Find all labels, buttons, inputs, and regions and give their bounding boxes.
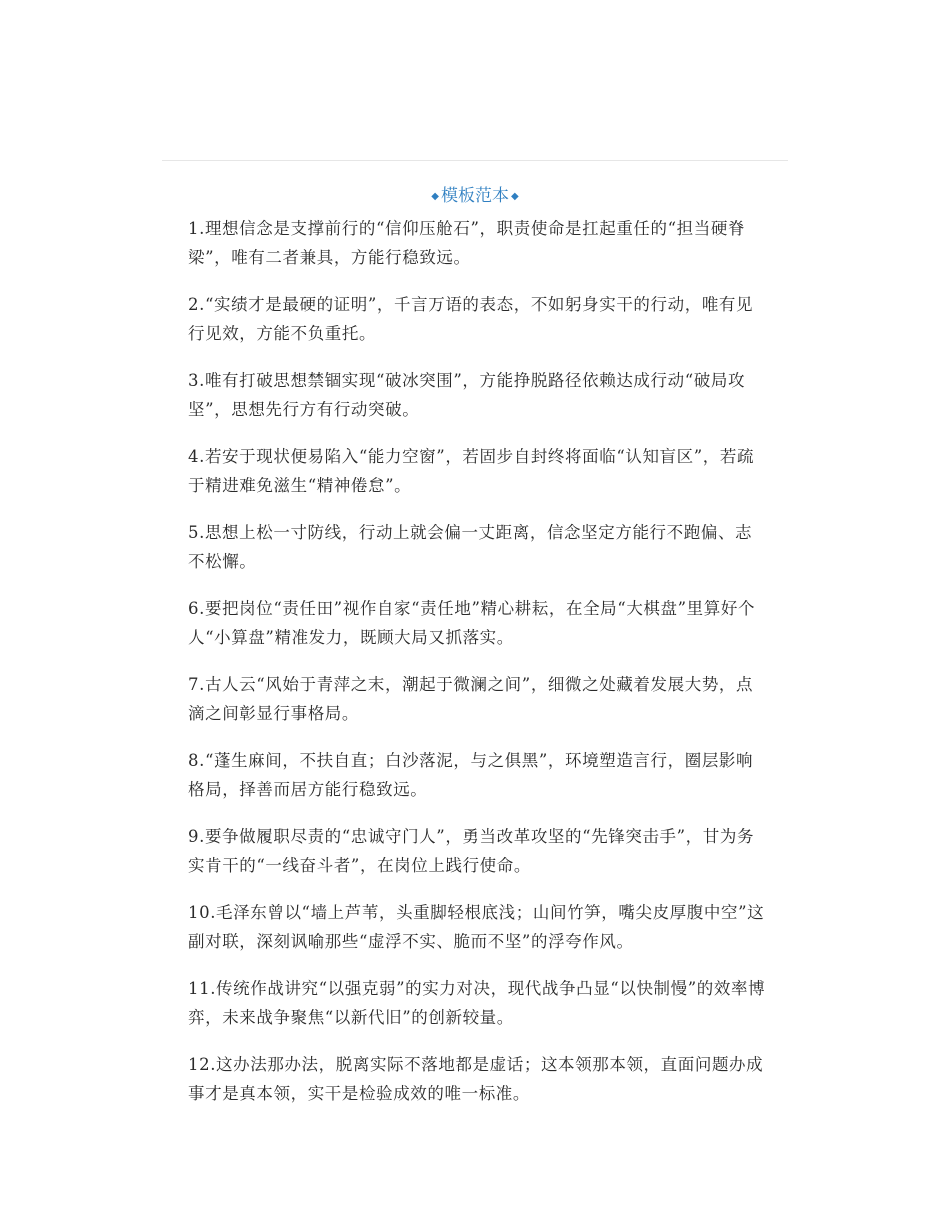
list-item: 12.这办法那办法，脱离实际不落地都是虚话；这本领那本领，直面问题办成事才是真本领，实干是检验成效的唯一标准。 — [188, 1055, 764, 1103]
diamond-right-icon: ◆ — [511, 191, 519, 202]
list-item: 5.思想上松一寸防线，行动上就会偏一丈距离，信念坚定方能行不跑偏、志不松懈。 — [188, 523, 753, 571]
list-item: 8.“蓬生麻间，不扶自直；白沙落泥，与之俱黑”，环境塑造言行，圈层影响格局，择善而居方能行稳致远。 — [188, 751, 754, 799]
list-item: 6.要把岗位“责任田”视作自家“责任地”精心耕耘，在全局“大棋盘”里算好个人“小算盘”精准发力，既顾大局又抓落实。 — [188, 599, 756, 647]
diamond-left-icon: ◆ — [431, 191, 439, 202]
list-item: 2.“实绩才是最硬的证明”，千言万语的表态，不如躬身实干的行动，唯有见行见效，方能不负重托。 — [188, 295, 754, 343]
list-item: 7.古人云“风始于青萍之末，潮起于微澜之间”，细微之处藏着发展大势，点滴之间彰显行事格局。 — [188, 675, 754, 723]
list-item: 9.要争做履职尽责的“忠诚守门人”，勇当改革攻坚的“先锋突击手”，甘为务实肯干的“一线奋斗者”，在岗位上践行使命。 — [188, 827, 755, 875]
list-item: 4.若安于现状便易陷入“能力空窗”，若固步自封终将面临“认知盲区”，若疏于精进难免滋生“精神倦怠”。 — [188, 447, 755, 495]
template-list — [188, 214, 768, 1108]
list-item: 11.传统作战讲究“以强克弱”的实力对决，现代战争凸显“以快制慢”的效率博弈，未来战争聚焦“以新代旧”的创新较量。 — [188, 979, 766, 1027]
section-title — [0, 183, 950, 210]
list-item: 1.理想信念是支撑前行的“信仰压舱石”，职责使命是扛起重任的“担当硬脊梁”，唯有二者兼具，方能行稳致远。 — [188, 219, 746, 267]
section-title-text: 模板范本 — [441, 186, 509, 206]
list-item: 10.毛泽东曾以“墙上芦苇，头重脚轻根底浅；山间竹笋，嘴尖皮厚腹中空”这副对联，深刻讽喻那些“虚浮不实、脆而不坚”的浮夸作风。 — [188, 903, 765, 951]
list-item: 3.唯有打破思想禁锢实现“破冰突围”，方能挣脱路径依赖达成行动“破局攻坚”，思想先行方有行动突破。 — [188, 371, 746, 419]
header-divider — [162, 160, 788, 161]
